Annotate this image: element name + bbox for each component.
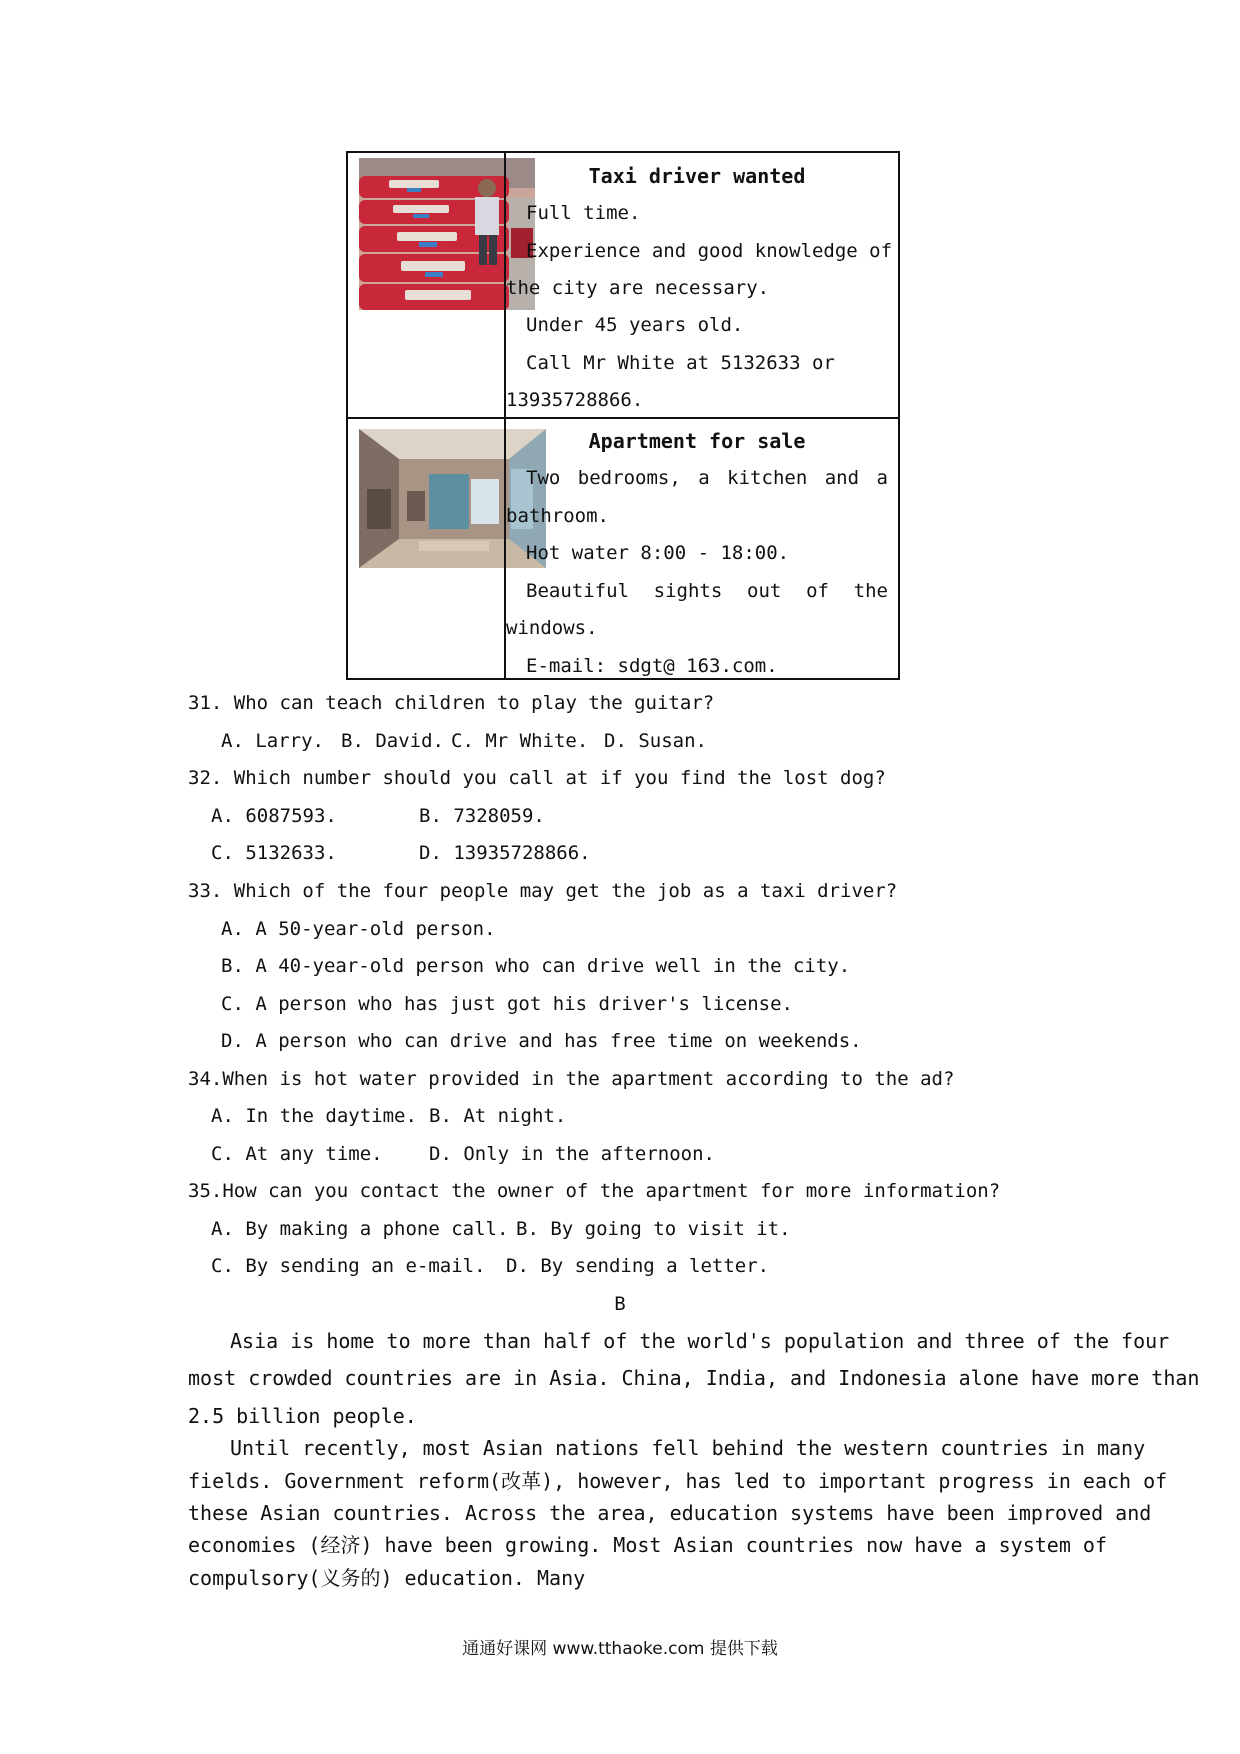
- option-33-a[interactable]: A. A 50-year-old person.: [221, 918, 496, 940]
- ad-table: [346, 151, 900, 680]
- passage-line: economies (经济) have been growing. Most Asian countries now have a system of: [188, 1533, 1107, 1557]
- option-32-a[interactable]: A. 6087593.: [211, 805, 337, 827]
- option-34-a[interactable]: A. In the daytime.: [211, 1105, 417, 1127]
- option-31-c[interactable]: C. Mr White.: [451, 730, 589, 752]
- question-stem: 32. Which number should you call at if you find the lost dog?: [188, 767, 886, 789]
- taxi-ad-line: the city are necessary.: [506, 277, 770, 299]
- passage-line: 2.5 billion people.: [188, 1404, 417, 1428]
- footer-credit: 通通好课网 www.tthaoke.com 提供下载: [462, 1639, 778, 1659]
- question-stem: 34.When is hot water provided in the apartment according to the ad?: [188, 1068, 955, 1090]
- passage-line: Until recently, most Asian nations fell behind the western countries in many: [230, 1436, 1146, 1460]
- option-33-b[interactable]: B. A 40-year-old person who can drive well in the city.: [221, 955, 851, 977]
- taxi-ad-line: Experience and good knowledge of: [526, 240, 893, 262]
- option-33-d[interactable]: D. A person who can drive and has free time on weekends.: [221, 1030, 862, 1052]
- option-34-b[interactable]: B. At night.: [429, 1105, 567, 1127]
- apartment-ad-line: Hot water 8:00 - 18:00.: [526, 542, 790, 564]
- apartment-ad-line: Beautiful sights out of the: [526, 580, 888, 602]
- option-31-d[interactable]: D. Susan.: [604, 730, 707, 752]
- taxi-ad-line: 13935728866.: [506, 389, 644, 411]
- option-34-d[interactable]: D. Only in the afternoon.: [429, 1143, 715, 1165]
- question-stem: 31. Who can teach children to play the guitar?: [188, 692, 715, 714]
- apartment-ad-title: Apartment for sale: [588, 429, 806, 453]
- apartment-ad-line: windows.: [506, 617, 598, 639]
- option-35-b[interactable]: B. By going to visit it.: [516, 1218, 791, 1240]
- column-divider: [504, 419, 506, 678]
- taxi-ad-line: Full time.: [526, 202, 641, 224]
- section-heading: B: [614, 1293, 626, 1315]
- option-31-a[interactable]: A. Larry.: [221, 730, 324, 752]
- option-35-c[interactable]: C. By sending an e-mail.: [211, 1255, 486, 1277]
- taxi-ad: [348, 153, 898, 419]
- option-32-c[interactable]: C. 5132633.: [211, 842, 337, 864]
- passage-line: most crowded countries are in Asia. China, India, and Indonesia alone have more than: [188, 1366, 1200, 1390]
- apartment-ad-line: bathroom.: [506, 505, 609, 527]
- passage-line: fields. Government reform(改革), however, has led to important progress in each of: [188, 1469, 1168, 1493]
- option-33-c[interactable]: C. A person who has just got his driver's license.: [221, 993, 793, 1015]
- passage-line: these Asian countries. Across the area, education systems have been improved and: [188, 1501, 1152, 1525]
- apartment-ad: [348, 419, 898, 678]
- option-32-d[interactable]: D. 13935728866.: [419, 842, 591, 864]
- passage-line: compulsory(义务的) education. Many: [188, 1566, 586, 1590]
- apartment-ad-line: E-mail: sdgt@ 163.com.: [526, 655, 778, 677]
- option-35-a[interactable]: A. By making a phone call.: [211, 1218, 509, 1240]
- question-stem: 35.How can you contact the owner of the apartment for more information?: [188, 1180, 1001, 1202]
- option-31-b[interactable]: B. David.: [341, 730, 444, 752]
- passage-line: Asia is home to more than half of the world's population and three of the four: [230, 1329, 1170, 1353]
- column-divider: [504, 153, 506, 417]
- option-35-d[interactable]: D. By sending a letter.: [506, 1255, 770, 1277]
- taxi-ad-line: Under 45 years old.: [526, 314, 744, 336]
- taxi-ad-line: Call Mr White at 5132633 or: [526, 352, 835, 374]
- apartment-ad-line: Two bedrooms, a kitchen and a: [526, 467, 888, 489]
- taxi-ad-title: Taxi driver wanted: [588, 164, 806, 188]
- option-32-b[interactable]: B. 7328059.: [419, 805, 545, 827]
- option-34-c[interactable]: C. At any time.: [211, 1143, 383, 1165]
- question-stem: 33. Which of the four people may get the job as a taxi driver?: [188, 880, 898, 902]
